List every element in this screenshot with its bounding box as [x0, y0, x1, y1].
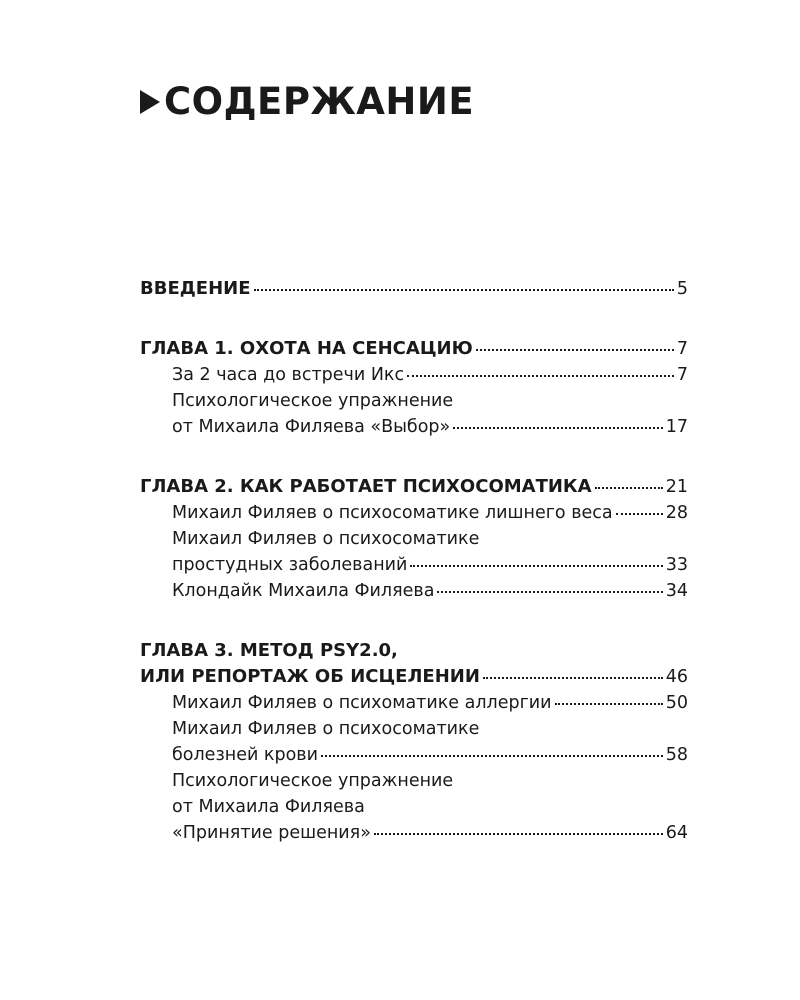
toc-entry-title: простудных заболеваний [172, 555, 408, 575]
toc-entry-title: ИЛИ РЕПОРТАЖ ОБ ИСЦЕЛЕНИИ [140, 666, 480, 687]
toc-entry-ch3-section-2[interactable] [140, 742, 688, 768]
toc-page-number: 58 [665, 745, 688, 765]
toc-entry-title: ГЛАВА 3. МЕТОД PSY2.0, [140, 640, 398, 661]
toc-entry-title: болезней крови [172, 745, 318, 765]
toc-page-number: 28 [665, 503, 688, 523]
toc-page-number: 34 [665, 581, 688, 601]
toc-entry-title: Михаил Филяев о психосоматике лишнего веса [172, 503, 613, 523]
toc-entry-ch3-section-3-line-2[interactable] [140, 794, 688, 820]
dot-leader [476, 349, 674, 351]
toc-entry-title: «Принятие решения» [172, 823, 371, 843]
toc-entry-title: от Михаила Филяева [172, 797, 365, 817]
toc-entry-title: За 2 часа до встречи Икс [172, 365, 405, 385]
toc-entry-title: Психологическое упражнение [172, 391, 454, 411]
toc-entry-title: ГЛАВА 2. КАК РАБОТАЕТ ПСИХОСОМАТИКА [140, 476, 592, 497]
toc-entry-title: Михаил Филяев о психосоматике [172, 719, 480, 739]
toc-entry-ch2-section-2-line-1[interactable] [140, 526, 688, 552]
toc-entry-title: от Михаила Филяева «Выбор» [172, 417, 451, 437]
toc-entry-ch2-section-2[interactable] [140, 552, 688, 578]
toc-page-number: 33 [665, 555, 688, 575]
dot-leader [410, 565, 662, 567]
toc-entry-chapter-3[interactable] [140, 664, 688, 690]
toc-entry-title: Михаил Филяев о психоматике аллергии [172, 693, 552, 713]
dot-leader [437, 591, 662, 593]
toc-entry-ch1-section-2-line-1[interactable] [140, 388, 688, 414]
dot-leader [321, 755, 663, 757]
dot-leader [254, 289, 674, 291]
dot-leader [407, 375, 674, 377]
dot-leader [483, 677, 663, 679]
table-of-contents [140, 276, 688, 846]
toc-page-number: 5 [676, 279, 688, 299]
dot-leader [374, 833, 663, 835]
toc-page-number: 46 [665, 667, 688, 687]
toc-entry-ch3-section-3-line-1[interactable] [140, 768, 688, 794]
toc-page-number: 17 [665, 417, 688, 437]
toc-page-number: 64 [665, 823, 688, 843]
page-title-text: СОДЕРЖАНИЕ [164, 80, 475, 123]
toc-entry-ch2-section-3[interactable] [140, 578, 688, 604]
toc-entry-ch3-section-2-line-1[interactable] [140, 716, 688, 742]
toc-page-number: 7 [676, 365, 688, 385]
toc-entry-title: Клондайк Михаила Филяева [172, 581, 435, 601]
toc-entry-title: Психологическое упражнение [172, 771, 454, 791]
toc-entry-chapter-1[interactable] [140, 336, 688, 362]
toc-page-number: 7 [676, 339, 688, 359]
toc-page-number: 21 [665, 477, 688, 497]
toc-entry-intro[interactable] [140, 276, 688, 302]
toc-page-number: 50 [665, 693, 688, 713]
page-title [140, 80, 474, 124]
toc-entry-title: Михаил Филяев о психосоматике [172, 529, 480, 549]
toc-entry-chapter-2[interactable] [140, 474, 688, 500]
toc-entry-ch3-section-1[interactable] [140, 690, 688, 716]
dot-leader [616, 513, 663, 515]
toc-entry-ch1-section-2[interactable] [140, 414, 688, 440]
toc-entry-title: ВВЕДЕНИЕ [140, 278, 251, 299]
dot-leader [595, 487, 663, 489]
dot-leader [453, 427, 662, 429]
toc-entry-chapter-3-line-1[interactable] [140, 638, 688, 664]
toc-entry-ch1-section-1[interactable] [140, 362, 688, 388]
toc-entry-ch2-section-1[interactable] [140, 500, 688, 526]
toc-entry-ch3-section-3[interactable] [140, 820, 688, 846]
toc-entry-title: ГЛАВА 1. ОХОТА НА СЕНСАЦИЮ [140, 338, 473, 359]
dot-leader [555, 703, 663, 705]
triangle-bullet-icon [140, 90, 160, 114]
